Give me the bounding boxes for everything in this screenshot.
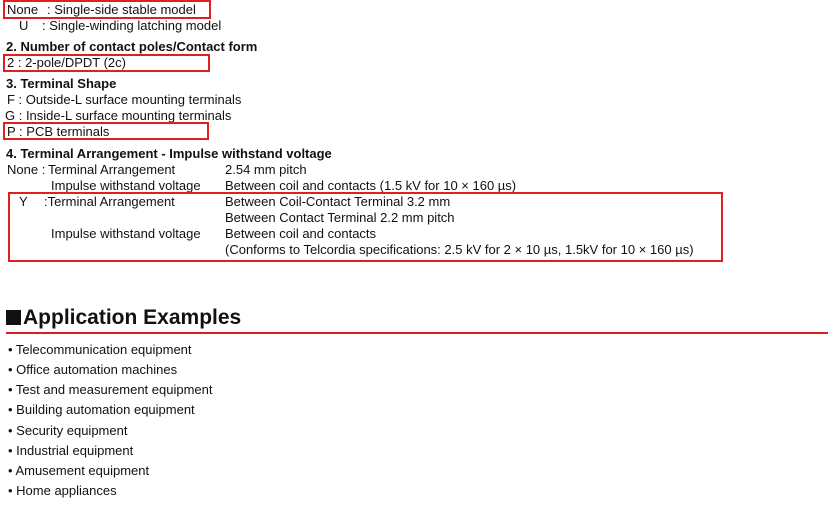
arrangement-y-impulse-value: Between coil and contacts [225,226,377,241]
list-item: • Home appliances [8,483,117,498]
arrangement-none-code: None : [7,162,46,177]
terminal-shape-row: F : Outside-L surface mounting terminals [7,92,242,107]
list-item: • Amusement equipment [8,463,150,478]
contact-poles-row: 2 : 2-pole/DPDT (2c) [7,55,126,70]
arrangement-none-impulse-label: Impulse withstand voltage [51,178,201,193]
list-item: • Test and measurement equipment [8,382,213,397]
list-item: • Industrial equipment [8,443,134,458]
list-item: • Security equipment [8,423,128,438]
terminal-shape-row: G : Inside-L surface mounting terminals [5,108,232,123]
title-rule [6,332,828,334]
arrangement-y-code: Y [19,194,28,209]
model-none-code: None [7,2,39,17]
model-u-desc: : Single-winding latching model [42,18,222,33]
arrangement-y-label: :Terminal Arrangement [44,194,175,209]
section-heading-terminal-shape: 3. Terminal Shape [6,76,117,91]
arrangement-y-value: Between Coil-Contact Terminal 3.2 mm [225,194,451,209]
model-u-code: U [19,18,29,33]
square-bullet-icon [6,310,21,325]
arrangement-y-impulse-value: (Conforms to Telcordia specifications: 2.5 kV for 2 × 10 µs, 1.5kV for 10 × 160 µs) [225,242,694,257]
section-heading-contact-poles: 2. Number of contact poles/Contact form [6,39,258,54]
list-item: • Building automation equipment [8,402,195,417]
arrangement-none-impulse-value: Between coil and contacts (1.5 kV for 10 × 160 µs) [225,178,517,193]
list-item: • Telecommunication equipment [8,342,192,357]
application-title: Application Examples [23,306,242,329]
application-examples-heading [6,305,241,331]
terminal-shape-row: P : PCB terminals [7,124,110,139]
arrangement-y-value: Between Contact Terminal 2.2 mm pitch [225,210,455,225]
arrangement-none-value: 2.54 mm pitch [225,162,307,177]
list-item: • Office automation machines [8,362,178,377]
arrangement-y-impulse-label: Impulse withstand voltage [51,226,201,241]
model-none-desc: : Single-side stable model [47,2,196,17]
arrangement-none-label: Terminal Arrangement [48,162,176,177]
section-heading-terminal-arrangement: 4. Terminal Arrangement - Impulse withstand voltage [6,146,332,161]
